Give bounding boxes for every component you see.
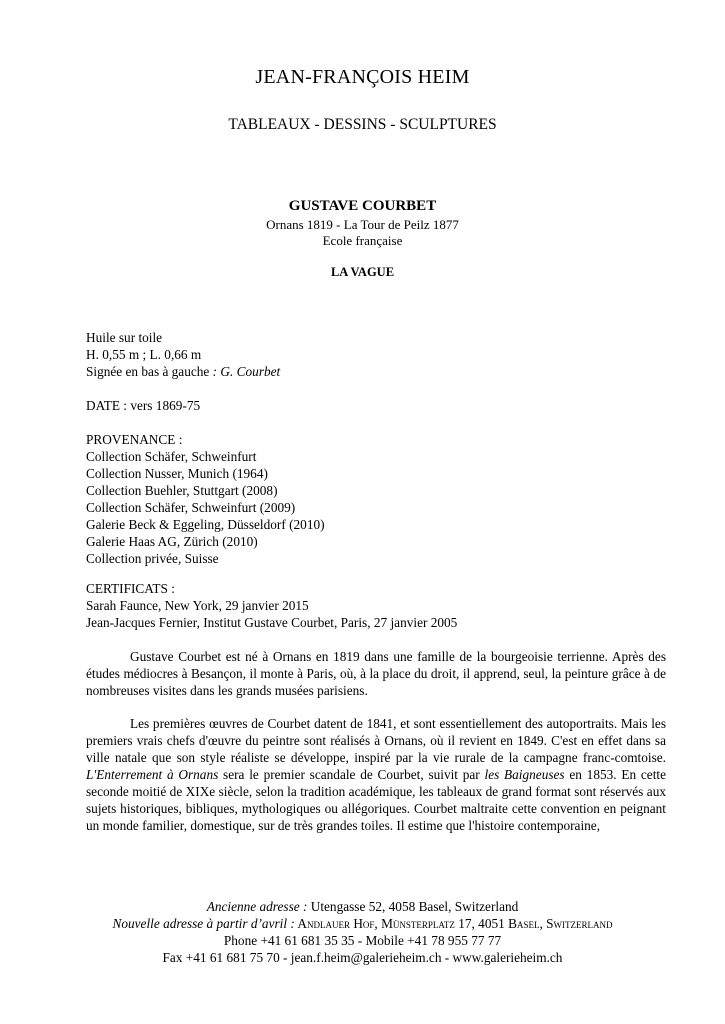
provenance-item: Collection Buehler, Stuttgart (2008) xyxy=(86,483,278,498)
artwork-specs xyxy=(86,329,280,380)
old-address-label: Ancienne adresse : xyxy=(206,899,308,914)
paragraph-2-text-b: sera le premier scandale de Courbet, suivit par xyxy=(218,767,485,782)
footer-new-address xyxy=(0,915,725,932)
signature-label: Signée en bas à gauche xyxy=(86,364,210,379)
artwork-signature xyxy=(86,363,280,380)
old-address-value: Utengasse 52, 4058 Basel, Switzerland xyxy=(307,899,519,914)
artist-dates: Ornans 1819 - La Tour de Peilz 1877 xyxy=(266,217,459,232)
paragraph-2-text-c: en 1853. En cette seconde moitié de XIXe siècle, selon la tradition académique, les tableaux de grand format sont réservés aux sujets historiques, bibliques, mythologiques ou allégoriques. Courbet maltraite cette convention en peignant un monde familier, domestique, sur de très grandes toiles. Il estime que l'histoire contemporaine, xyxy=(86,767,666,833)
artwork-medium: Huile sur toile xyxy=(86,330,163,345)
artwork-reference-enterrement: L'Enterrement à Ornans xyxy=(86,767,219,782)
provenance-item: Galerie Beck & Eggeling, Düsseldorf (2010) xyxy=(86,517,325,532)
artist-school: Ecole française xyxy=(322,233,403,248)
biography-paragraph-1 xyxy=(86,648,666,699)
certificates-section xyxy=(86,580,457,631)
gallery-subtitle: TABLEAUX - DESSINS - SCULPTURES xyxy=(228,116,497,133)
gallery-name: JEAN-FRANÇOIS HEIM xyxy=(255,66,470,88)
footer-phone: Phone +41 61 681 35 35 - Mobile +41 78 955 77 77 xyxy=(223,933,502,948)
provenance-item: Collection Schäfer, Schweinfurt (2009) xyxy=(86,500,296,515)
date-text: DATE : vers 1869-75 xyxy=(86,398,201,413)
footer-contact xyxy=(0,898,725,966)
biography-paragraph-2 xyxy=(86,715,666,834)
provenance-item: Galerie Haas AG, Zürich (2010) xyxy=(86,534,258,549)
artist-name: GUSTAVE COURBET xyxy=(288,198,437,214)
footer-old-address xyxy=(0,898,725,915)
signature-value: : G. Courbet xyxy=(209,364,281,379)
provenance-item: Collection Schäfer, Schweinfurt xyxy=(86,449,257,464)
new-address-value: Andlauer Hof, Münsterplatz 17, 4051 Basel, Switzerland xyxy=(294,916,613,931)
paragraph-2-text-a: Les premières œuvres de Courbet datent de 1841, et sont essentiellement des autoportraits. Mais les premiers vrais chefs d'œuvre du peintre sont réalisés à Ornans, où il revient en 1849. C'est en effet dans sa ville natale que son style réaliste se développe, inspiré par la vie rurale de la campagne franc-comtoise. xyxy=(86,716,666,765)
provenance-item: Collection Nusser, Munich (1964) xyxy=(86,466,268,481)
artwork-dimensions: H. 0,55 m ; L. 0,66 m xyxy=(86,347,202,362)
new-address-label: Nouvelle adresse à partir d’avril : xyxy=(112,916,295,931)
provenance-section xyxy=(86,431,325,567)
provenance-item: Collection privée, Suisse xyxy=(86,551,219,566)
artwork-title: LA VAGUE xyxy=(330,265,395,279)
artwork-date xyxy=(86,397,200,414)
footer-fax-email-web: Fax +41 61 681 75 70 - jean.f.heim@galerieheim.ch - www.galerieheim.ch xyxy=(162,950,563,965)
paragraph-1-text: Gustave Courbet est né à Ornans en 1819 dans une famille de la bourgeoisie terrienne. Après des études médiocres à Besançon, il monte à Paris, où, à la place du droit, il apprend, seul, la peinture grâce à de nombreuses visites dans les grands musées parisiens. xyxy=(86,649,666,698)
artwork-reference-baigneuses: les Baigneuses xyxy=(484,767,565,782)
certificates-heading: CERTIFICATS : xyxy=(86,581,175,596)
certificate-item: Sarah Faunce, New York, 29 janvier 2015 xyxy=(86,598,309,613)
certificate-item: Jean-Jacques Fernier, Institut Gustave Courbet, Paris, 27 janvier 2005 xyxy=(86,615,458,630)
provenance-heading: PROVENANCE : xyxy=(86,432,183,447)
